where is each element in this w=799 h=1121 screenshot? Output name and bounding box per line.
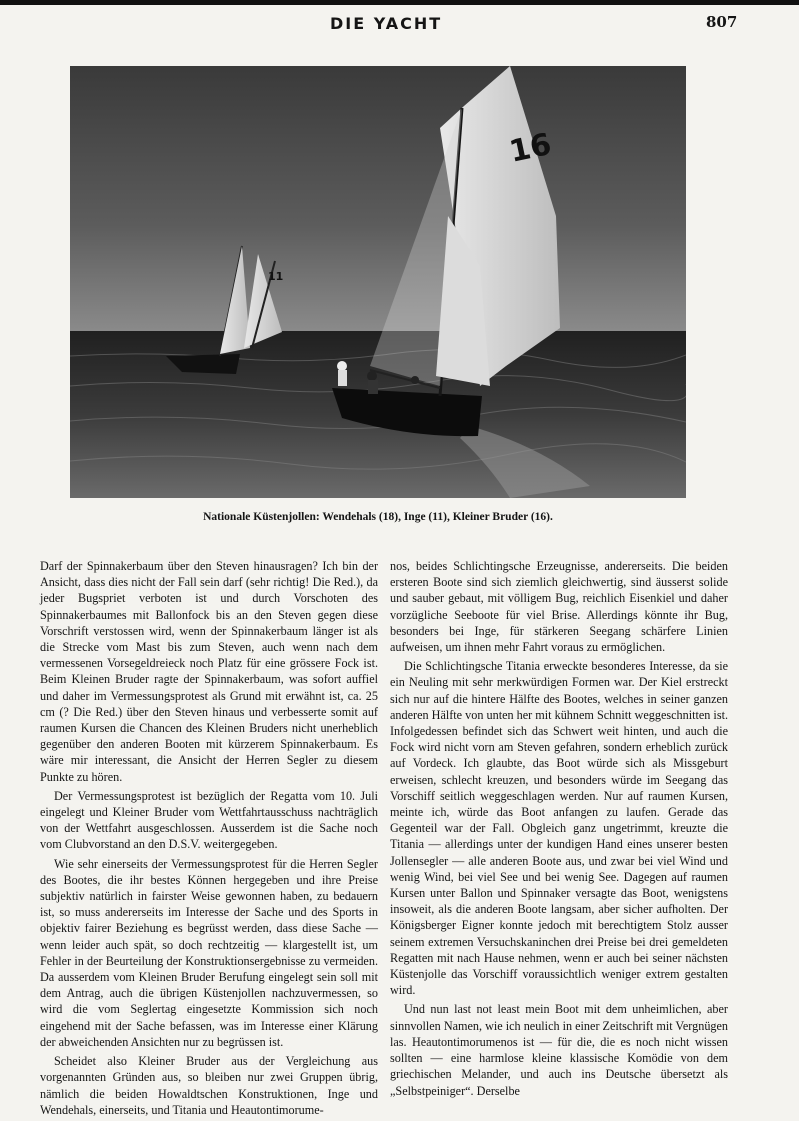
text-column-right (390, 558, 728, 1102)
paragraph: Der Vermessungsprotest ist bezüglich der Regatta vom 10. Juli eingelegt und Kleiner Bruder vom Wettfahrtausschuss nachträglich von der Wettfahrt ausgeschlossen. Ausserdem ist die Sache noch vom Clubvorstand an den D.S.V. weitergegeben. (40, 788, 378, 852)
top-border (0, 0, 799, 5)
paragraph: Scheidet also Kleiner Bruder aus der Vergleichung aus vorgenannten Gründen aus, so bleiben nur zwei Gruppen übrig, nämlich die beiden Howaldtschen Konstruktionen, Inge und Wendehals, einerseits, und Titania und Heautontimorume- (40, 1054, 378, 1117)
paragraph: Wie sehr einerseits der Vermessungsprotest für die Herren Segler des Bootes, die ihr bestes Können hergegeben und ihre Preise subjektiv natürlich in fairster Weise gewonnen haben, zu bedauern ist, so muss andererseits im Interesse der Sache und des Sports in objektiv fairer Beziehung es begrüsst werden, dass diese Sache — wenn leider auch spät, so doch rechtzeitig — klargestellt ist, um Fehler in der Beurteilung der Konstruktionsergebnisse zu vermeiden. Da ausserdem vom Kleinen Bruder Berufung eingelegt sein soll mit dem Antrag, auch die übrigen Küstenjollen nachzuvermessen, so wird die vom Seglertag eingesetzte Kommission sich noch eingehend mit der Sache befassen, was im Interesse einer Klärung der abweichenden Ansichten nur zu begrüssen ist. (40, 856, 378, 1049)
paragraph: Die Schlichtingsche Titania erweckte besonderes Interesse, da sie ein Neuling mit sehr merkwürdigen Formen war. Der Kiel erstreckt sich nur auf die hintere Hälfte des Bootes, welches in seiner ganzen anderen Hälfte von unten her mit kühnem Schnitt weggeschnitten ist. Infolgedessen befindet sich das Schwert weit hinten, und auch die Fock wird nicht vorn am Steven gefahren, sondern erheblich zurück auf Vordeck. Ich glaubte, das Boot würde sich als Missgeburt erweisen, schlecht kreuzen, und besonders würde im Seegang das Vorschiff seitlich weggeschlagen werden. Nur auf raumen Kursen, meinte ich, würde das Boot anfangen zu laufen. Gerade das Gegenteil war der Fall. Obgleich ganz ungetrimmt, kreuzte die Titania — allerdings unter der kundigen Hand eines unserer besten Jollensegler — alle anderen Boote aus, und zwar bei viel Wind und wenig Wind, bei viel See und bei wenig See. Dagegen auf raumen Kursen unter Ballon und Spinnaker versagte das Boot, wenigstens insoweit, als die anderen Boote langsam, aber sicher aufholten. Der Königsberger Eigner konnte jedoch mit berechtigtem Stolz ausser seinem extremen Versuchskaninchen drei Preise bei drei gemeldeten Regatten mit nach Hause nehmen, wenn er auch bei seiner nächsten Küstenjolle das Vorschiff voraussichtlich weniger extrem gestalten wird. (390, 659, 728, 998)
text-column-left (40, 558, 378, 1121)
paragraph: nos, beides Schlichtingsche Erzeugnisse, andererseits. Die beiden ersteren Boote sind sich ziemlich gleichwertig, sind äusserst solide und sauber gebaut, mit völligem Bug, reichlich Eisenkiel und daher vorzügliche Seeboote für viel Brise. Allerdings könnte ihr Bug, besonders bei Inge, für stärkeren Seegang schärfere Linien aufweisen, um ihnen mehr Fahrt voraus zu ermöglichen. (390, 559, 728, 655)
large-sail-number: 16 (506, 126, 555, 170)
page-header-title: DIE YACHT (330, 14, 443, 33)
photo-caption: Nationale Küstenjollen: Wendehals (18), Inge (11), Kleiner Bruder (16). (203, 511, 553, 523)
page-number: 807 (706, 13, 738, 31)
paragraph: Und nun last not least mein Boot mit dem unheimlichen, aber sinnvollen Namen, wie ich neulich in einer Zeitschrift mit Vergnügen las. Heautontimorumenos ist — für die, die es noch nicht wissen sollten — eine harmlose kleine klassische Komödie von dem griechischen Melander, und auch ins Deutsche übersetzt als „Selbstpeiniger“. Derselbe (390, 1002, 729, 1098)
sailing-photo (70, 66, 686, 498)
small-sail-number: 11 (268, 270, 284, 283)
paragraph: Darf der Spinnakerbaum über den Steven hinausragen? Ich bin der Ansicht, dass dies nicht der Fall sein darf (sehr richtig! Die Red.), da jeder Bugspriet verboten ist und durch Vorschoten des Spinnakerbaumes mit Ballonfock bis an den Steven gegen diese Vorschrift verstossen wird, wenn der Spinnakerbaum länger ist als die Strecke vom Mast bis zum Steven, auch wenn nach dem vermessenen Vorsegeldreieck noch Platz für eine grössere Fock ist. Beim Kleinen Bruder ragte der Spinnakerbaum, was sofort auffiel und daher im Vermessungsprotest als Grund mit erwähnt ist, ca. 25 cm (? Die Red.) über den Steven hinaus und verbesserte somit auf raumen Kursen die Chancen des Kleinen Bruders nicht unerheblich gegenüber den anderen Booten mit kürzerem Spinnakerbaum. Es wäre mir interessant, die Ansicht der Herren Segler zu diesem Punkte zu hören. (40, 559, 378, 784)
